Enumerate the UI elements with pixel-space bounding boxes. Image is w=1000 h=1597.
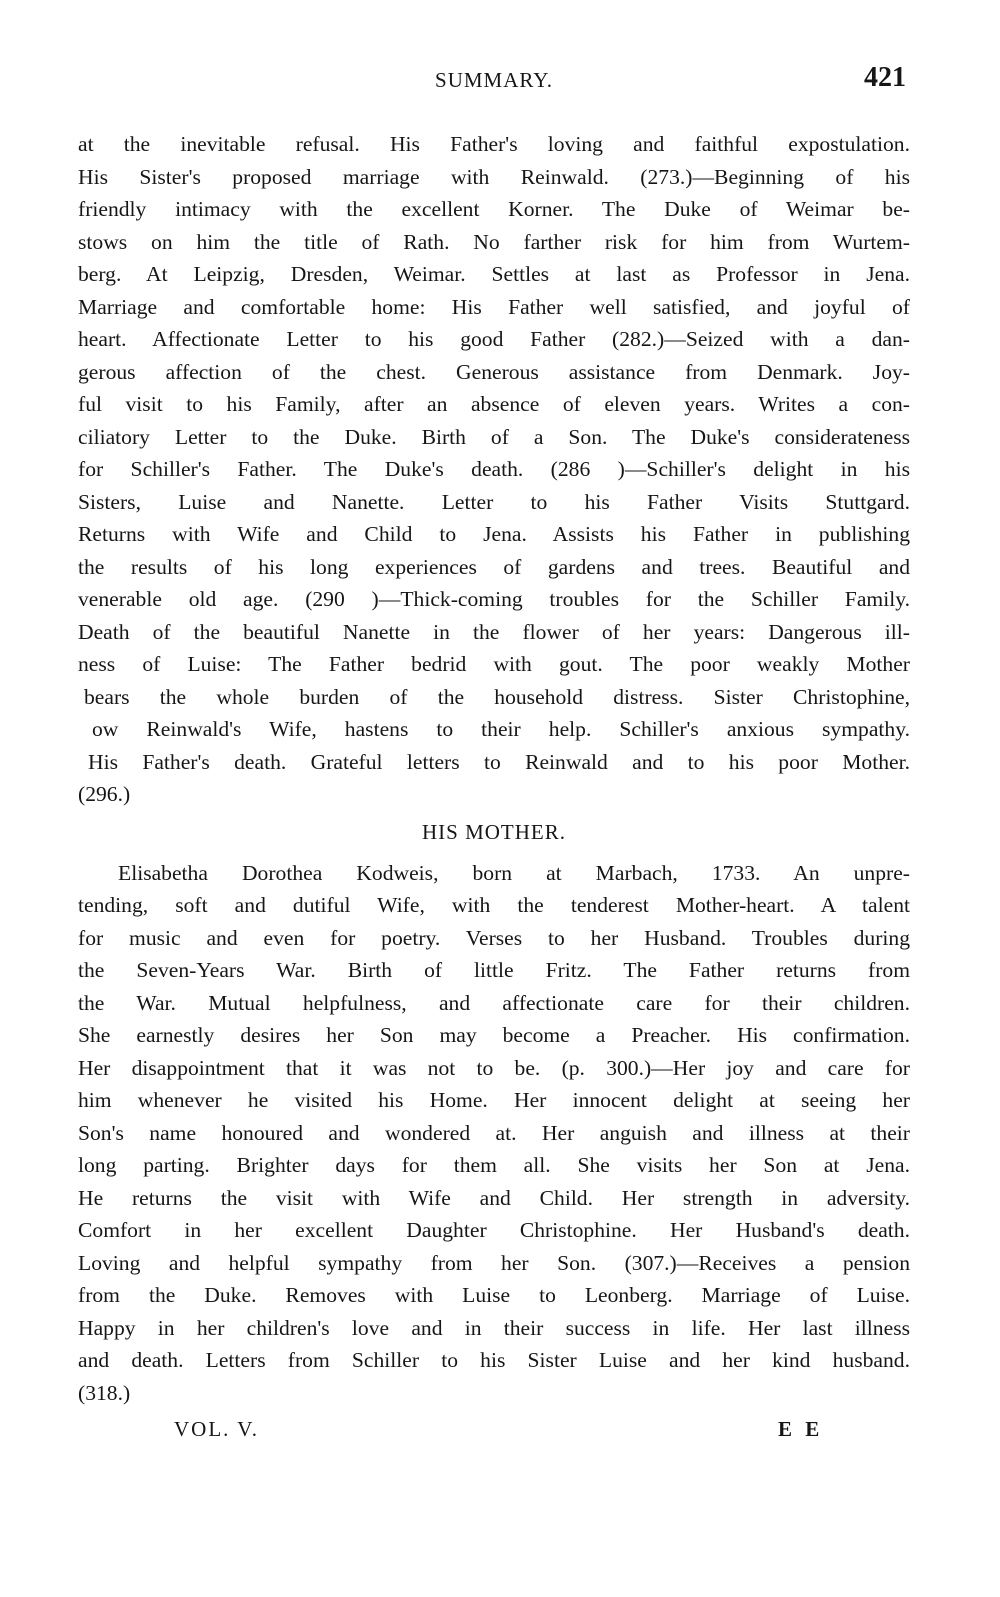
text-line: at the inevitable refusal. His Father's loving and faithful expostulation. <box>78 132 910 156</box>
text-line: heart. Affectionate Letter to his good Father (282.)—Seized with a dan- <box>78 327 910 351</box>
text-line: him whenever he visited his Home. Her innocent delight at seeing her <box>78 1088 910 1112</box>
page-number: 421 <box>864 62 906 93</box>
text-line: for Schiller's Father. The Duke's death. (286 )—Schiller's delight in his <box>78 457 910 481</box>
text-line: Elisabetha Dorothea Kodweis, born at Marbach, 1733. An unpre- <box>118 860 910 885</box>
page-footer <box>78 1417 910 1457</box>
section-heading: HIS MOTHER. <box>421 819 566 844</box>
text-line: Marriage and comfortable home: His Father well satisfied, and joyful of <box>78 294 910 319</box>
text-line: from the Duke. Removes with Luise to Leonberg. Marriage of Luise. <box>78 1283 910 1307</box>
text-line: ness of Luise: The Father bedrid with gout. The poor weakly Mother <box>78 652 910 676</box>
text-line: ow Reinwald's Wife, hastens to their help. Schiller's anxious sympathy. <box>92 717 910 741</box>
text-line: Comfort in her excellent Daughter Christophine. Her Husband's death. <box>78 1218 910 1242</box>
volume-mark: VOL. V. <box>174 1417 259 1441</box>
running-head <box>78 62 910 106</box>
text-line: friendly intimacy with the excellent Korner. The Duke of Weimar be- <box>78 197 910 221</box>
text-line: long parting. Brighter days for them all. She visits her Son at Jena. <box>78 1153 910 1177</box>
text-line: ciliatory Letter to the Duke. Birth of a Son. The Duke's considerateness <box>78 424 910 449</box>
summary-paragraph <box>78 128 910 811</box>
text-line: He returns the visit with Wife and Child. Her strength in adversity. <box>78 1185 910 1210</box>
text-line: for music and even for poetry. Verses to her Husband. Troubles during <box>78 925 910 950</box>
text-line: Loving and helpful sympathy from her Son. (307.)—Receives a pension <box>78 1250 910 1275</box>
text-line: Happy in her children's love and in their success in life. Her last illness <box>78 1315 910 1340</box>
text-line: (318.) <box>78 1380 131 1405</box>
text-line: bears the whole burden of the household distress. Sister Christophine, <box>84 684 910 709</box>
text-line: stows on him the title of Rath. No farther risk for him from Wurtem- <box>78 229 910 254</box>
signature-mark: E E <box>778 1417 824 1441</box>
text-line: ful visit to his Family, after an absence of eleven years. Writes a con- <box>78 392 910 416</box>
text-line: (296.) <box>78 782 131 806</box>
text-line: the results of his long experiences of gardens and trees. Beautiful and <box>78 554 910 579</box>
text-line: Son's name honoured and wondered at. Her anguish and illness at their <box>78 1120 910 1145</box>
text-line: gerous affection of the chest. Generous assistance from Denmark. Joy- <box>78 359 910 384</box>
text-line: the War. Mutual helpfulness, and affectionate care for their children. <box>78 990 910 1015</box>
text-line: venerable old age. (290 )—Thick-coming troubles for the Schiller Family. <box>78 587 910 611</box>
text-line: the Seven-Years War. Birth of little Fritz. The Father returns from <box>78 958 910 982</box>
text-line: His Father's death. Grateful letters to Reinwald and to his poor Mother. <box>88 749 910 774</box>
text-line: and death. Letters from Schiller to his Sister Luise and her kind husband. <box>78 1348 910 1372</box>
mother-paragraph <box>78 857 910 1410</box>
text-line: tending, soft and dutiful Wife, with the tenderest Mother-heart. A talent <box>78 893 910 917</box>
text-line: Returns with Wife and Child to Jena. Assists his Father in publishing <box>78 522 910 546</box>
running-title: SUMMARY. <box>435 68 553 92</box>
text-line: berg. At Leipzig, Dresden, Weimar. Settles at last as Professor in Jena. <box>78 262 910 286</box>
text-line: Death of the beautiful Nanette in the flower of her years: Dangerous ill- <box>78 619 910 644</box>
text-line: His Sister's proposed marriage with Reinwald. (273.)—Beginning of his <box>78 164 910 189</box>
text-line: Her disappointment that it was not to be. (p. 300.)—Her joy and care for <box>78 1055 910 1080</box>
text-line: Sisters, Luise and Nanette. Letter to his Father Visits Stuttgard. <box>78 489 910 514</box>
text-line: She earnestly desires her Son may become a Preacher. His confirmation. <box>78 1023 910 1047</box>
book-page <box>78 62 910 1562</box>
